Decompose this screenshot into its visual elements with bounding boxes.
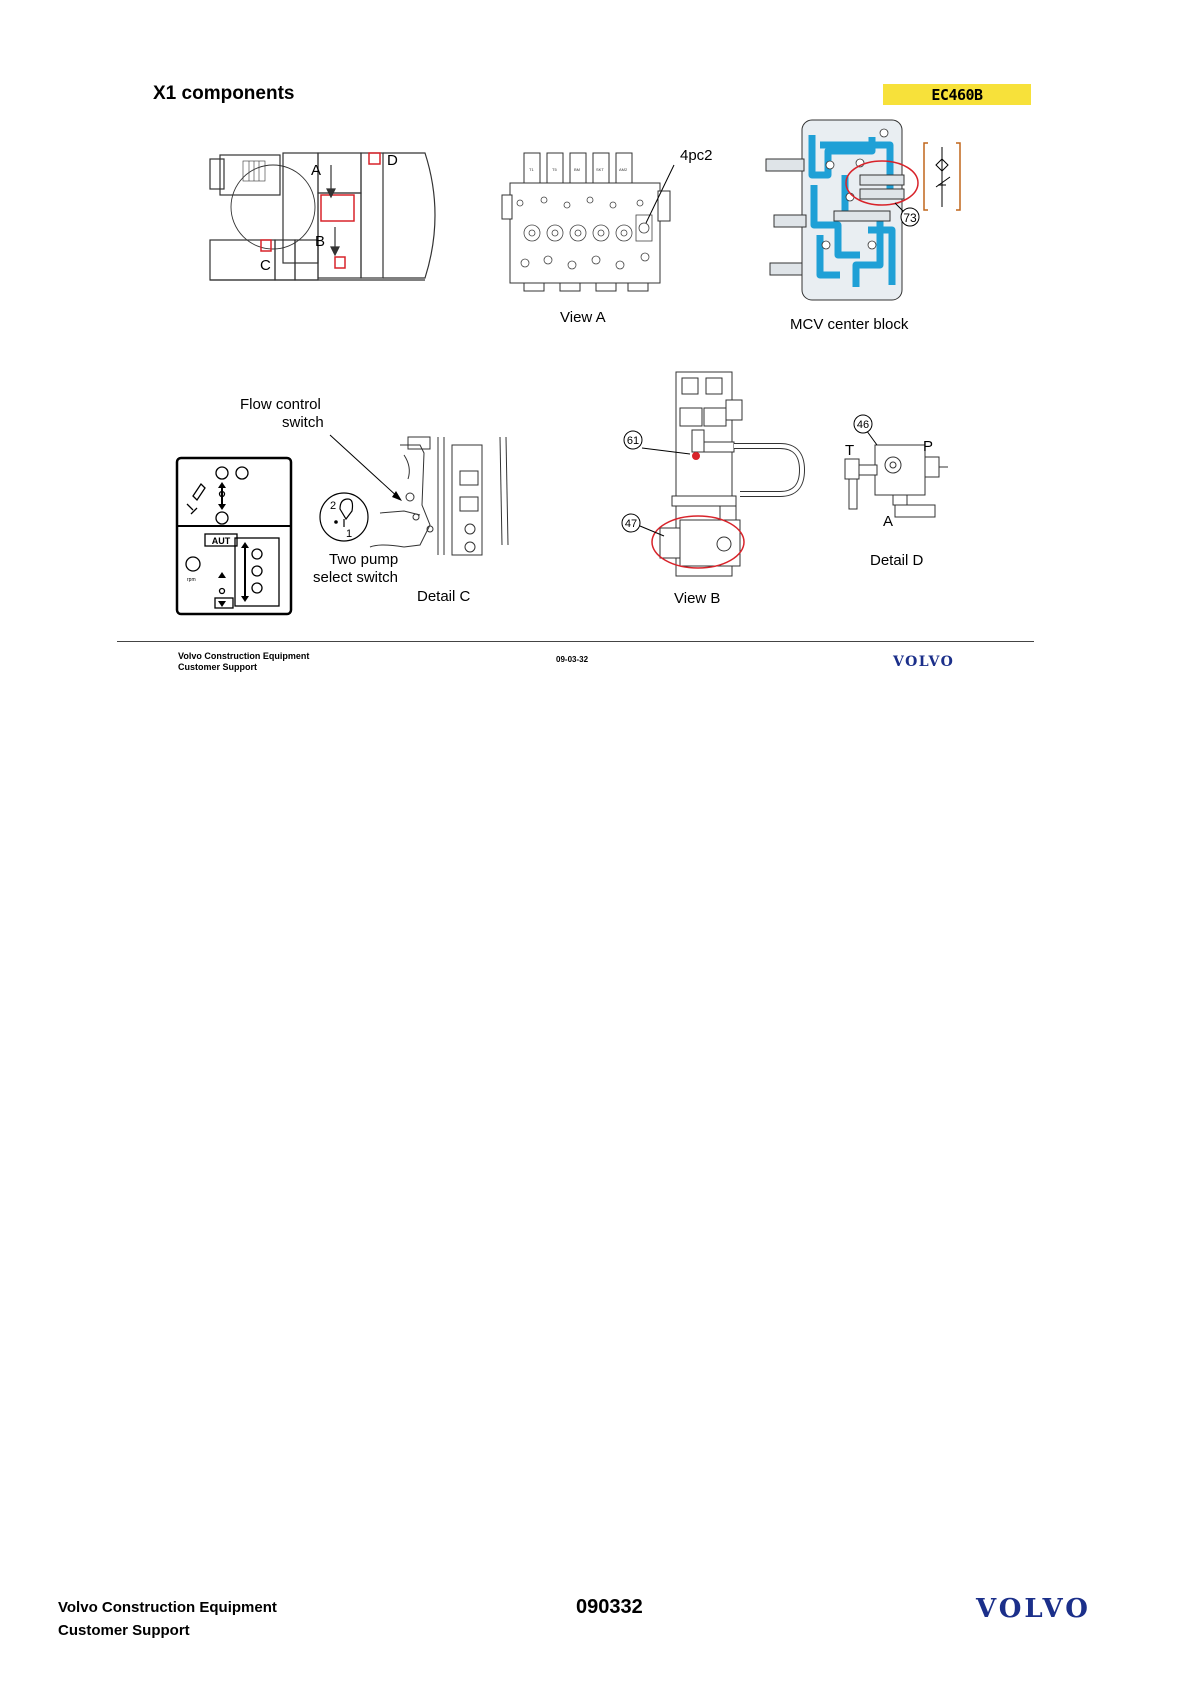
detail-d-callout: 46 xyxy=(856,419,870,431)
view-b-callout-61: 61 xyxy=(626,435,640,447)
spool-label-5: AM2 xyxy=(619,167,628,172)
view-a-callout: 4pc2 xyxy=(680,147,713,164)
footer-company-line2: Customer Support xyxy=(58,1622,190,1639)
mcv-caption: MCV center block xyxy=(790,316,909,333)
view-b-figure xyxy=(620,370,815,585)
inner-footer-company-line2: Customer Support xyxy=(178,662,258,672)
flow-control-label-line1: Flow control xyxy=(240,396,321,413)
marker-d: D xyxy=(387,152,398,169)
spool-label-2: T5 xyxy=(552,167,557,172)
marker-c: C xyxy=(260,257,271,274)
port-a: A xyxy=(883,513,894,530)
view-a-caption: View A xyxy=(560,309,606,326)
marker-a: A xyxy=(311,162,322,179)
footer-volvo-logo: VOLVO xyxy=(976,1594,1091,1624)
model-label: EC460B xyxy=(931,85,983,104)
model-badge xyxy=(883,84,1031,105)
footer-doc-code: 090332 xyxy=(576,1596,643,1618)
footer-company-line1: Volvo Construction Equipment xyxy=(58,1599,277,1616)
marker-b: B xyxy=(315,233,326,250)
pump-select-label-line1: Two pump xyxy=(329,551,399,568)
divider xyxy=(117,641,1034,642)
detail-c-caption: Detail C xyxy=(417,588,471,605)
inner-footer-date: 09-03-32 xyxy=(556,655,589,664)
spool-label-3: BM xyxy=(574,167,580,172)
footer-company xyxy=(58,1596,277,1642)
inner-footer-volvo-logo: VOLVO xyxy=(893,654,955,670)
port-p: P xyxy=(923,438,934,455)
mcv-center-block-figure xyxy=(760,115,970,305)
mcv-callout: 73 xyxy=(903,211,917,225)
inner-footer-company xyxy=(178,651,309,673)
panel-aut-label: AUT xyxy=(211,536,231,546)
panel-rpm-label: rpm xyxy=(187,577,196,583)
page-title: X1 components xyxy=(153,83,295,104)
spool-label-1: T1 xyxy=(529,167,534,172)
machine-overview-figure xyxy=(205,145,445,290)
view-b-callout-47: 47 xyxy=(624,518,638,530)
pump-select-label-line2: select switch xyxy=(313,569,399,586)
detail-d-caption: Detail D xyxy=(870,552,924,569)
switch-pos-1: 1 xyxy=(346,528,353,540)
spool-label-4: SKT xyxy=(596,167,604,172)
view-b-caption: View B xyxy=(674,590,721,607)
port-t: T xyxy=(845,442,855,459)
flow-control-label-line2: switch xyxy=(282,414,324,431)
view-a-figure xyxy=(500,145,680,295)
detail-d-figure xyxy=(835,415,950,530)
inner-footer-company-line1: Volvo Construction Equipment xyxy=(178,651,310,661)
switch-panel-figure xyxy=(175,456,295,618)
switch-pos-2: 2 xyxy=(330,500,337,512)
